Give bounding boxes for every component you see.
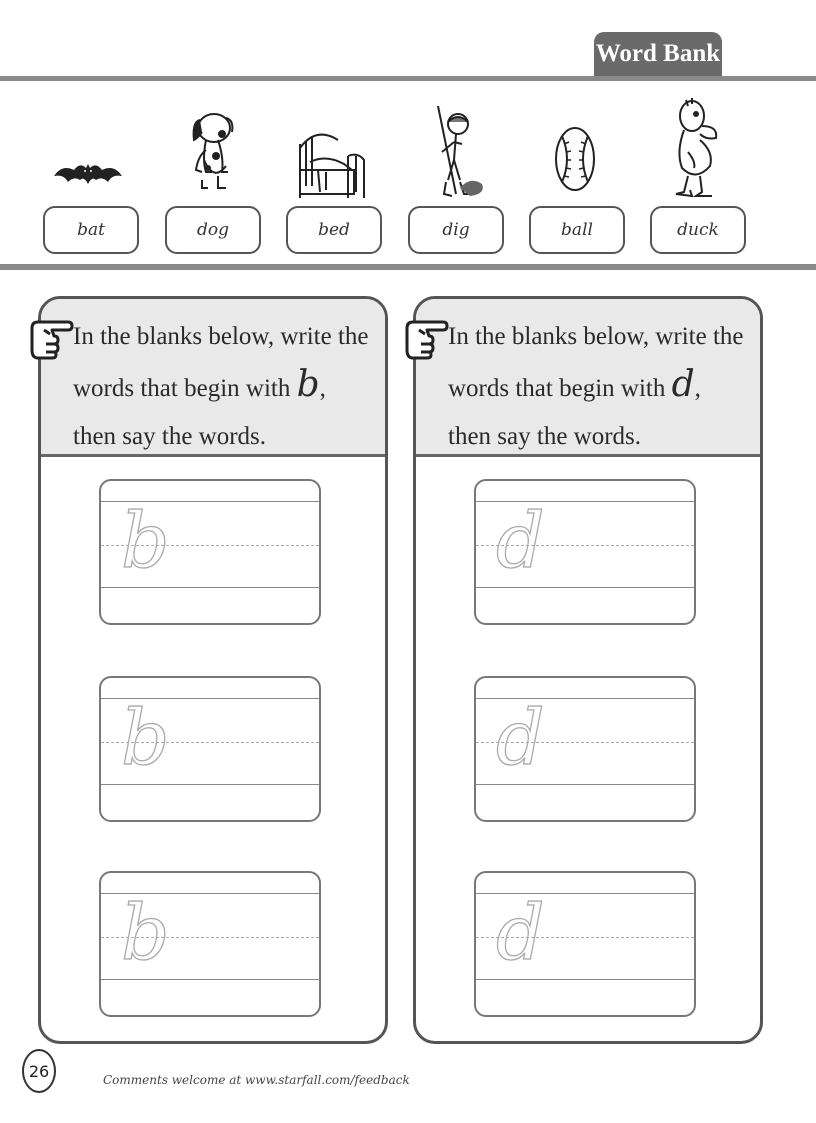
- instruction-line: [448, 361, 758, 413]
- baseline: [476, 784, 694, 785]
- word-bank-word: duck: [650, 206, 746, 254]
- digging-picture: [430, 104, 488, 202]
- baseline: [476, 979, 694, 980]
- duck-picture: [672, 96, 722, 200]
- trace-letter: b: [121, 693, 170, 782]
- word-bank-word: dig: [408, 206, 504, 254]
- word-bank-word: bat: [43, 206, 139, 254]
- left-panel: [38, 296, 388, 1044]
- pointing-hand-icon: [24, 314, 74, 360]
- feedback-note: Comments welcome at www.starfall.com/feedback: [103, 1073, 410, 1087]
- left-instructions: [41, 299, 385, 457]
- writing-box[interactable]: [474, 479, 696, 625]
- writing-box[interactable]: [99, 871, 321, 1017]
- word-bank-word: ball: [529, 206, 625, 254]
- pointing-hand-icon: [399, 314, 449, 360]
- baseline: [101, 784, 319, 785]
- word-bank-word: bed: [286, 206, 382, 254]
- right-instructions: [416, 299, 760, 457]
- word-bank-word: dog: [165, 206, 261, 254]
- trace-letter: d: [496, 496, 545, 585]
- instruction-line: then say the words.: [448, 423, 642, 450]
- target-letter-b: b: [296, 364, 320, 405]
- instruction-line2: words that begin with: [73, 375, 291, 402]
- instruction-comma: ,: [319, 375, 326, 402]
- instruction-line: In the blanks below, write the: [73, 323, 369, 350]
- right-panel: [413, 296, 763, 1044]
- bottom-divider: [0, 264, 816, 270]
- trace-letter: d: [496, 888, 545, 977]
- target-letter-d: d: [671, 364, 695, 405]
- baseline: [476, 587, 694, 588]
- baseline: [101, 979, 319, 980]
- top-divider: [0, 76, 816, 81]
- instruction-line: In the blanks below, write the: [448, 323, 744, 350]
- right-instruction-text: [448, 313, 758, 461]
- trace-letter: b: [121, 888, 170, 977]
- left-instruction-text: [73, 313, 383, 461]
- writing-box[interactable]: [99, 479, 321, 625]
- trace-letter: b: [121, 496, 170, 585]
- dog-picture: [188, 110, 238, 194]
- word-bank-tab: Word Bank: [594, 32, 722, 76]
- instruction-line: then say the words.: [73, 423, 267, 450]
- writing-box[interactable]: [474, 676, 696, 822]
- trace-letter: d: [496, 693, 545, 782]
- bat-picture: [52, 158, 124, 188]
- bed-picture: [296, 126, 368, 200]
- page-number: 26: [22, 1049, 56, 1093]
- baseline: [101, 587, 319, 588]
- ball-picture: [554, 126, 596, 192]
- instruction-comma: ,: [694, 375, 701, 402]
- writing-box[interactable]: [99, 676, 321, 822]
- instruction-line2: words that begin with: [448, 375, 666, 402]
- writing-box[interactable]: [474, 871, 696, 1017]
- instruction-line: [73, 361, 383, 413]
